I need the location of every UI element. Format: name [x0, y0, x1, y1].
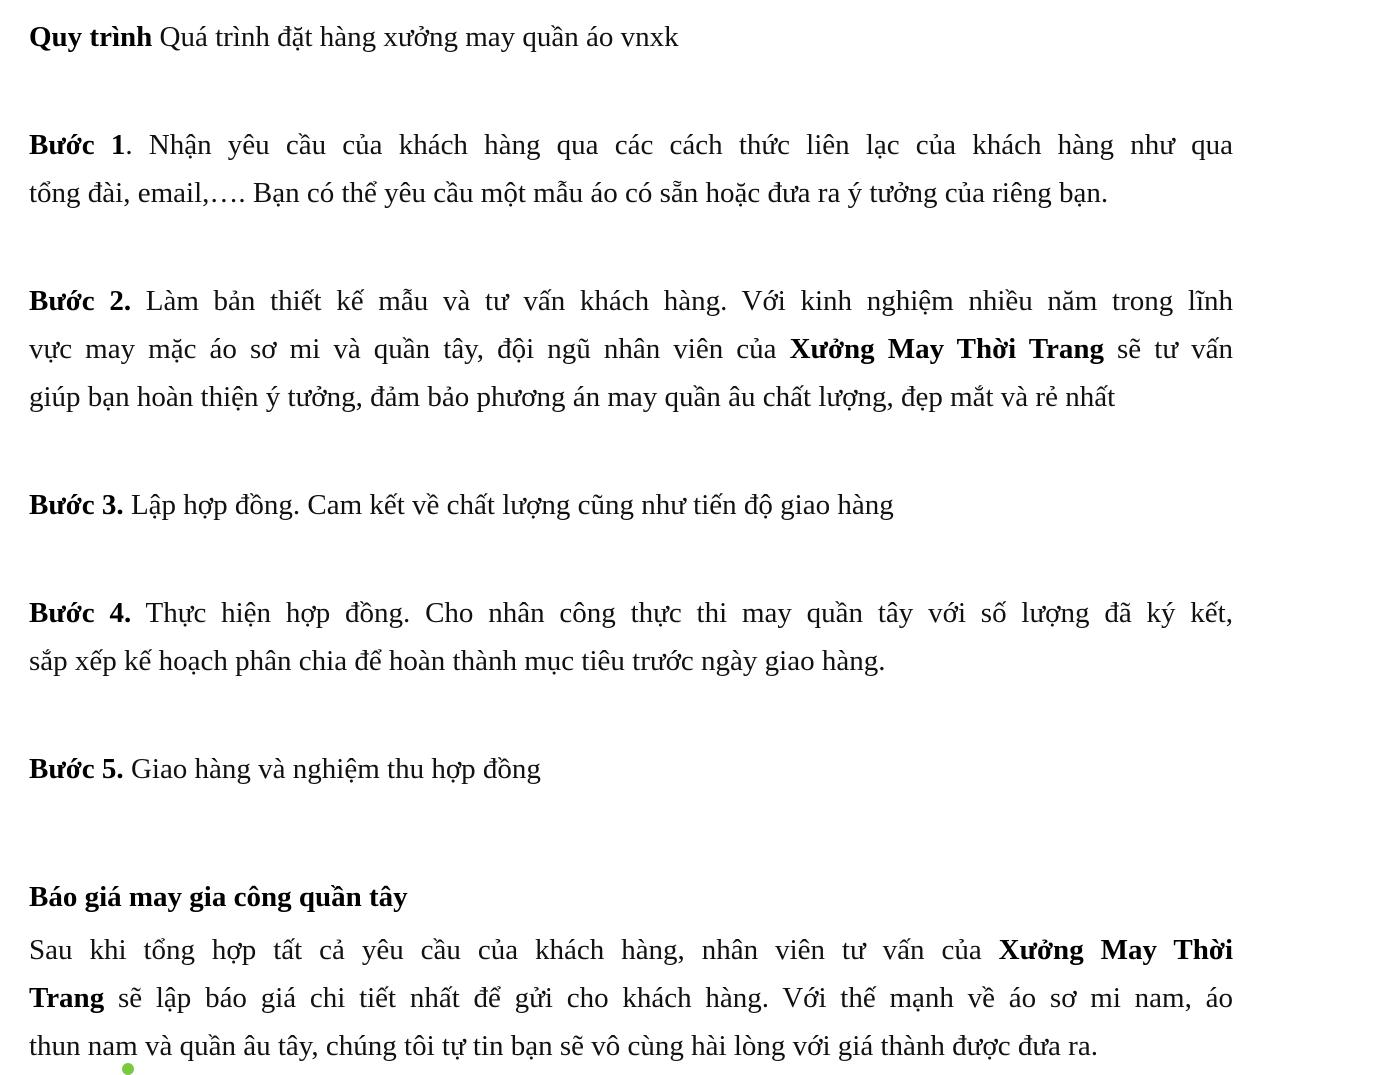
step-1-line-2: tổng đài, email,…. Bạn có thể yêu cầu một mẫu áo có sẵn hoặc đưa ra ý tưởng của riêng bạn.: [29, 177, 1109, 209]
title-bold: Quy trình: [29, 21, 153, 53]
step-2-line-3: giúp bạn hoàn thiện ý tưởng, đảm bảo phương án may quần âu chất lượng, đẹp mắt và rẻ nhất: [29, 381, 1116, 413]
pricing-line-2: Trang sẽ lập báo giá chi tiết nhất để gửi cho khách hàng. Với thế mạnh về áo sơ mi nam, áo: [29, 982, 1233, 1014]
pricing-line-3: thun nam và quần âu tây, chúng tôi tự tin bạn sẽ vô cùng hài lòng với giá thành được đưa ra.: [29, 1030, 1098, 1062]
step-5-label: Bước 5.: [29, 753, 124, 785]
step-2: [29, 277, 1233, 421]
brand-name: Xưởng May Thời Trang: [789, 333, 1104, 365]
step-3-label: Bước 3.: [29, 489, 124, 521]
status-indicator-dot: [122, 1063, 134, 1075]
pricing-heading: Báo giá may gia công quần tây: [29, 881, 408, 913]
step-4: [29, 589, 1233, 685]
step-4-line-1: Bước 4. Thực hiện hợp đồng. Cho nhân công thực thi may quần tây với số lượng đã ký kết,: [29, 597, 1233, 629]
step-5: Bước 5. Giao hàng và nghiệm thu hợp đồng: [29, 753, 541, 785]
pricing-paragraph: [29, 926, 1233, 1070]
step-1-label: Bước 1: [29, 129, 126, 161]
step-2-label: Bước 2.: [29, 285, 132, 317]
document-title: [29, 13, 1233, 61]
step-1-line-1: Bước 1. Nhận yêu cầu của khách hàng qua các cách thức liên lạc của khách hàng như qua: [29, 129, 1233, 161]
step-2-line-2: vực may mặc áo sơ mi và quần tây, đội ngũ nhân viên của Xưởng May Thời Trang sẽ tư vấn: [29, 333, 1233, 365]
step-2-line-1: Bước 2. Làm bản thiết kế mẫu và tư vấn khách hàng. Với kinh nghiệm nhiều năm trong lĩnh: [29, 285, 1234, 317]
title-rest: Quá trình đặt hàng xưởng may quần áo vnxk: [152, 21, 679, 53]
brand-name: Trang: [29, 982, 105, 1014]
step-3: Bước 3. Lập hợp đồng. Cam kết về chất lượng cũng như tiến độ giao hàng: [29, 489, 894, 521]
pricing-line-1: Sau khi tổng hợp tất cả yêu cầu của khách hàng, nhân viên tư vấn của Xưởng May Thời: [29, 934, 1234, 966]
brand-name: Xưởng May Thời: [998, 934, 1234, 966]
step-4-line-2: sắp xếp kế hoạch phân chia để hoàn thành mục tiêu trước ngày giao hàng.: [29, 645, 886, 677]
step-1: [29, 121, 1233, 217]
step-4-label: Bước 4.: [29, 597, 132, 629]
